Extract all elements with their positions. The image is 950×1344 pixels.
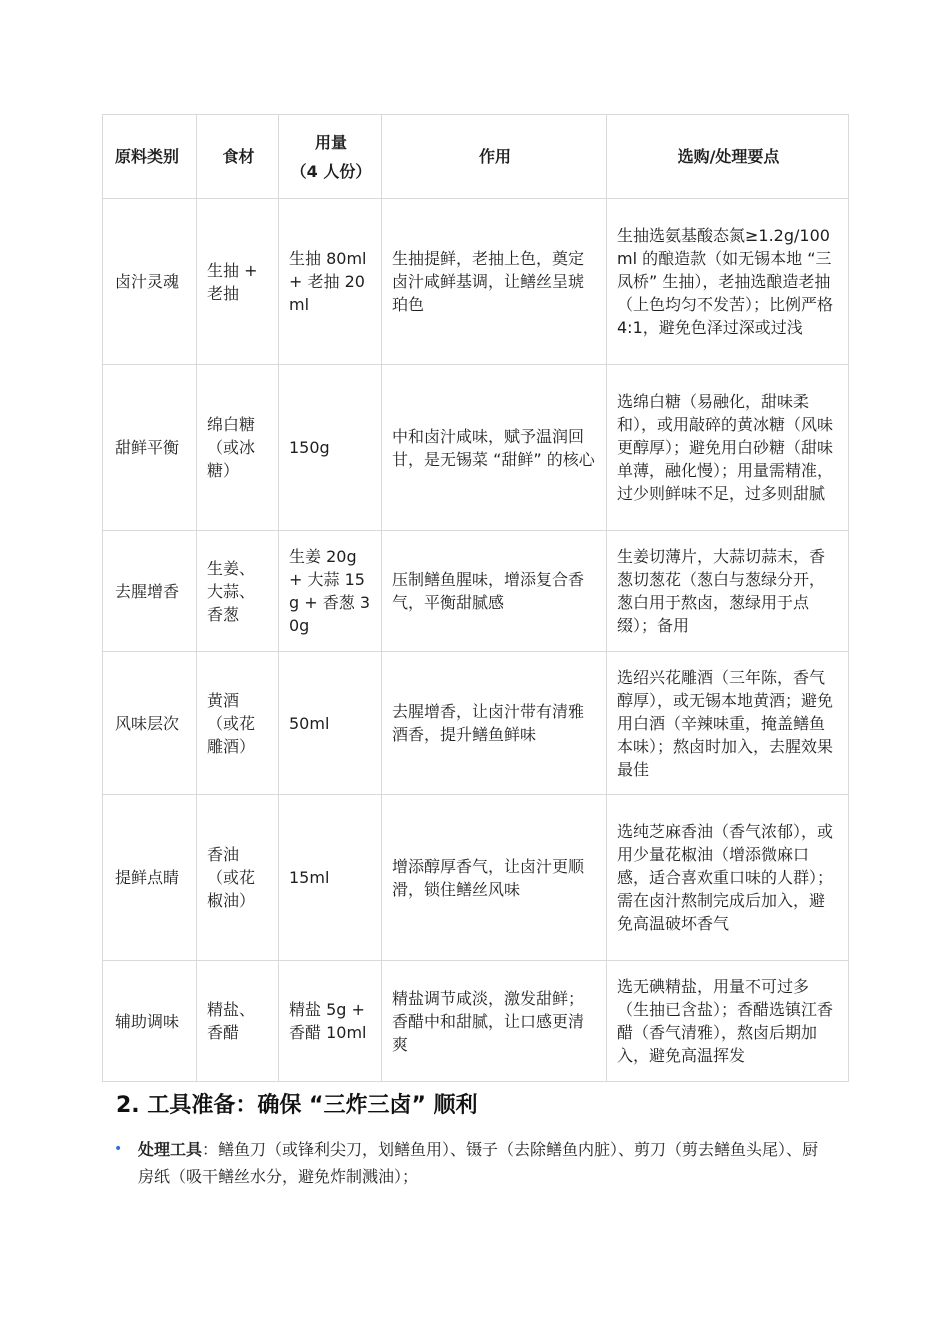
table-row: [103, 652, 849, 795]
cell-category: 甜鲜平衡: [103, 365, 197, 531]
cell-effect: 中和卤汁咸味，赋予温润回甘，是无锡菜 “甜鲜” 的核心: [382, 365, 607, 531]
header-category: 原料类别: [103, 115, 197, 199]
cell-amount: 生抽 80ml + 老抽 20ml: [279, 199, 382, 365]
cell-amount: 精盐 5g + 香醋 10ml: [279, 961, 382, 1082]
cell-amount: 150g: [279, 365, 382, 531]
table-row: [103, 961, 849, 1082]
cell-amount: 生姜 20g + 大蒜 15g + 香葱 30g: [279, 531, 382, 652]
cell-category: 辅助调味: [103, 961, 197, 1082]
cell-effect: 压制鳝鱼腥味，增添复合香气，平衡甜腻感: [382, 531, 607, 652]
header-amount-line2: （4 人份）: [290, 161, 372, 181]
cell-category: 卤汁灵魂: [103, 199, 197, 365]
cell-category: 去腥增香: [103, 531, 197, 652]
cell-category: 风味层次: [103, 652, 197, 795]
cell-tips: 选绵白糖（易融化，甜味柔和），或用敲碎的黄冰糖（风味更醇厚）；避免用白砂糖（甜味单薄，融化慢）；用量需精准，过少则鲜味不足，过多则甜腻: [607, 365, 849, 531]
cell-ingredient: 绵白糖（或冰糖）: [197, 365, 279, 531]
header-amount-line1: 用量: [314, 132, 347, 152]
cell-ingredient: 香油（或花椒油）: [197, 795, 279, 961]
table-header-row: [103, 115, 849, 199]
cell-ingredient: 精盐、香醋: [197, 961, 279, 1082]
header-tips: 选购/处理要点: [607, 115, 849, 199]
header-ingredient: 食材: [197, 115, 279, 199]
cell-category: 提鲜点睛: [103, 795, 197, 961]
table-row: [103, 795, 849, 961]
ingredient-table: [102, 114, 849, 1082]
bullet-dot-icon: •: [114, 1141, 123, 1157]
cell-ingredient: 生姜、大蒜、香葱: [197, 531, 279, 652]
bullet-body: ：鳝鱼刀（或锋利尖刀，划鳝鱼用）、镊子（去除鳝鱼内脏）、剪刀（剪去鳝鱼头尾）、厨房纸（吸干鳝丝水分，避免炸制溅油）；: [138, 1140, 819, 1186]
cell-tips: 生抽选氨基酸态氮≥1.2g/100ml 的酿造款（如无锡本地 “三凤桥” 生抽），老抽选酿造老抽（上色均匀不发苦）；比例严格 4:1，避免色泽过深或过浅: [607, 199, 849, 365]
table-row: [103, 531, 849, 652]
cell-ingredient: 生抽 + 老抽: [197, 199, 279, 365]
table-row: [103, 365, 849, 531]
section-title: 2. 工具准备：确保 “三炸三卤” 顺利: [116, 1093, 478, 1118]
header-effect: 作用: [382, 115, 607, 199]
bullet-label: 处理工具: [138, 1140, 203, 1159]
cell-effect: 生抽提鲜，老抽上色，奠定卤汁咸鲜基调，让鳝丝呈琥珀色: [382, 199, 607, 365]
cell-effect: 精盐调节咸淡，激发甜鲜；香醋中和甜腻，让口感更清爽: [382, 961, 607, 1082]
cell-effect: 去腥增香，让卤汁带有清雅酒香，提升鳝鱼鲜味: [382, 652, 607, 795]
cell-tips: 选纯芝麻香油（香气浓郁），或用少量花椒油（增添微麻口感，适合喜欢重口味的人群）；需在卤汁熬制完成后加入，避免高温破坏香气: [607, 795, 849, 961]
cell-ingredient: 黄酒（或花雕酒）: [197, 652, 279, 795]
cell-amount: 15ml: [279, 795, 382, 961]
header-amount: [279, 115, 382, 199]
cell-tips: 选无碘精盐，用量不可过多（生抽已含盐）；香醋选镇江香醋（香气清雅），熬卤后期加入，避免高温挥发: [607, 961, 849, 1082]
cell-effect: 增添醇厚香气，让卤汁更顺滑，锁住鳝丝风味: [382, 795, 607, 961]
cell-tips: 选绍兴花雕酒（三年陈，香气醇厚），或无锡本地黄酒；避免用白酒（辛辣味重，掩盖鳝鱼本味）；熬卤时加入，去腥效果最佳: [607, 652, 849, 795]
list-item: [114, 1136, 830, 1190]
cell-tips: 生姜切薄片，大蒜切蒜末，香葱切葱花（葱白与葱绿分开，葱白用于熬卤，葱绿用于点缀）；备用: [607, 531, 849, 652]
table-row: [103, 199, 849, 365]
bullet-text: [114, 1136, 830, 1190]
cell-amount: 50ml: [279, 652, 382, 795]
